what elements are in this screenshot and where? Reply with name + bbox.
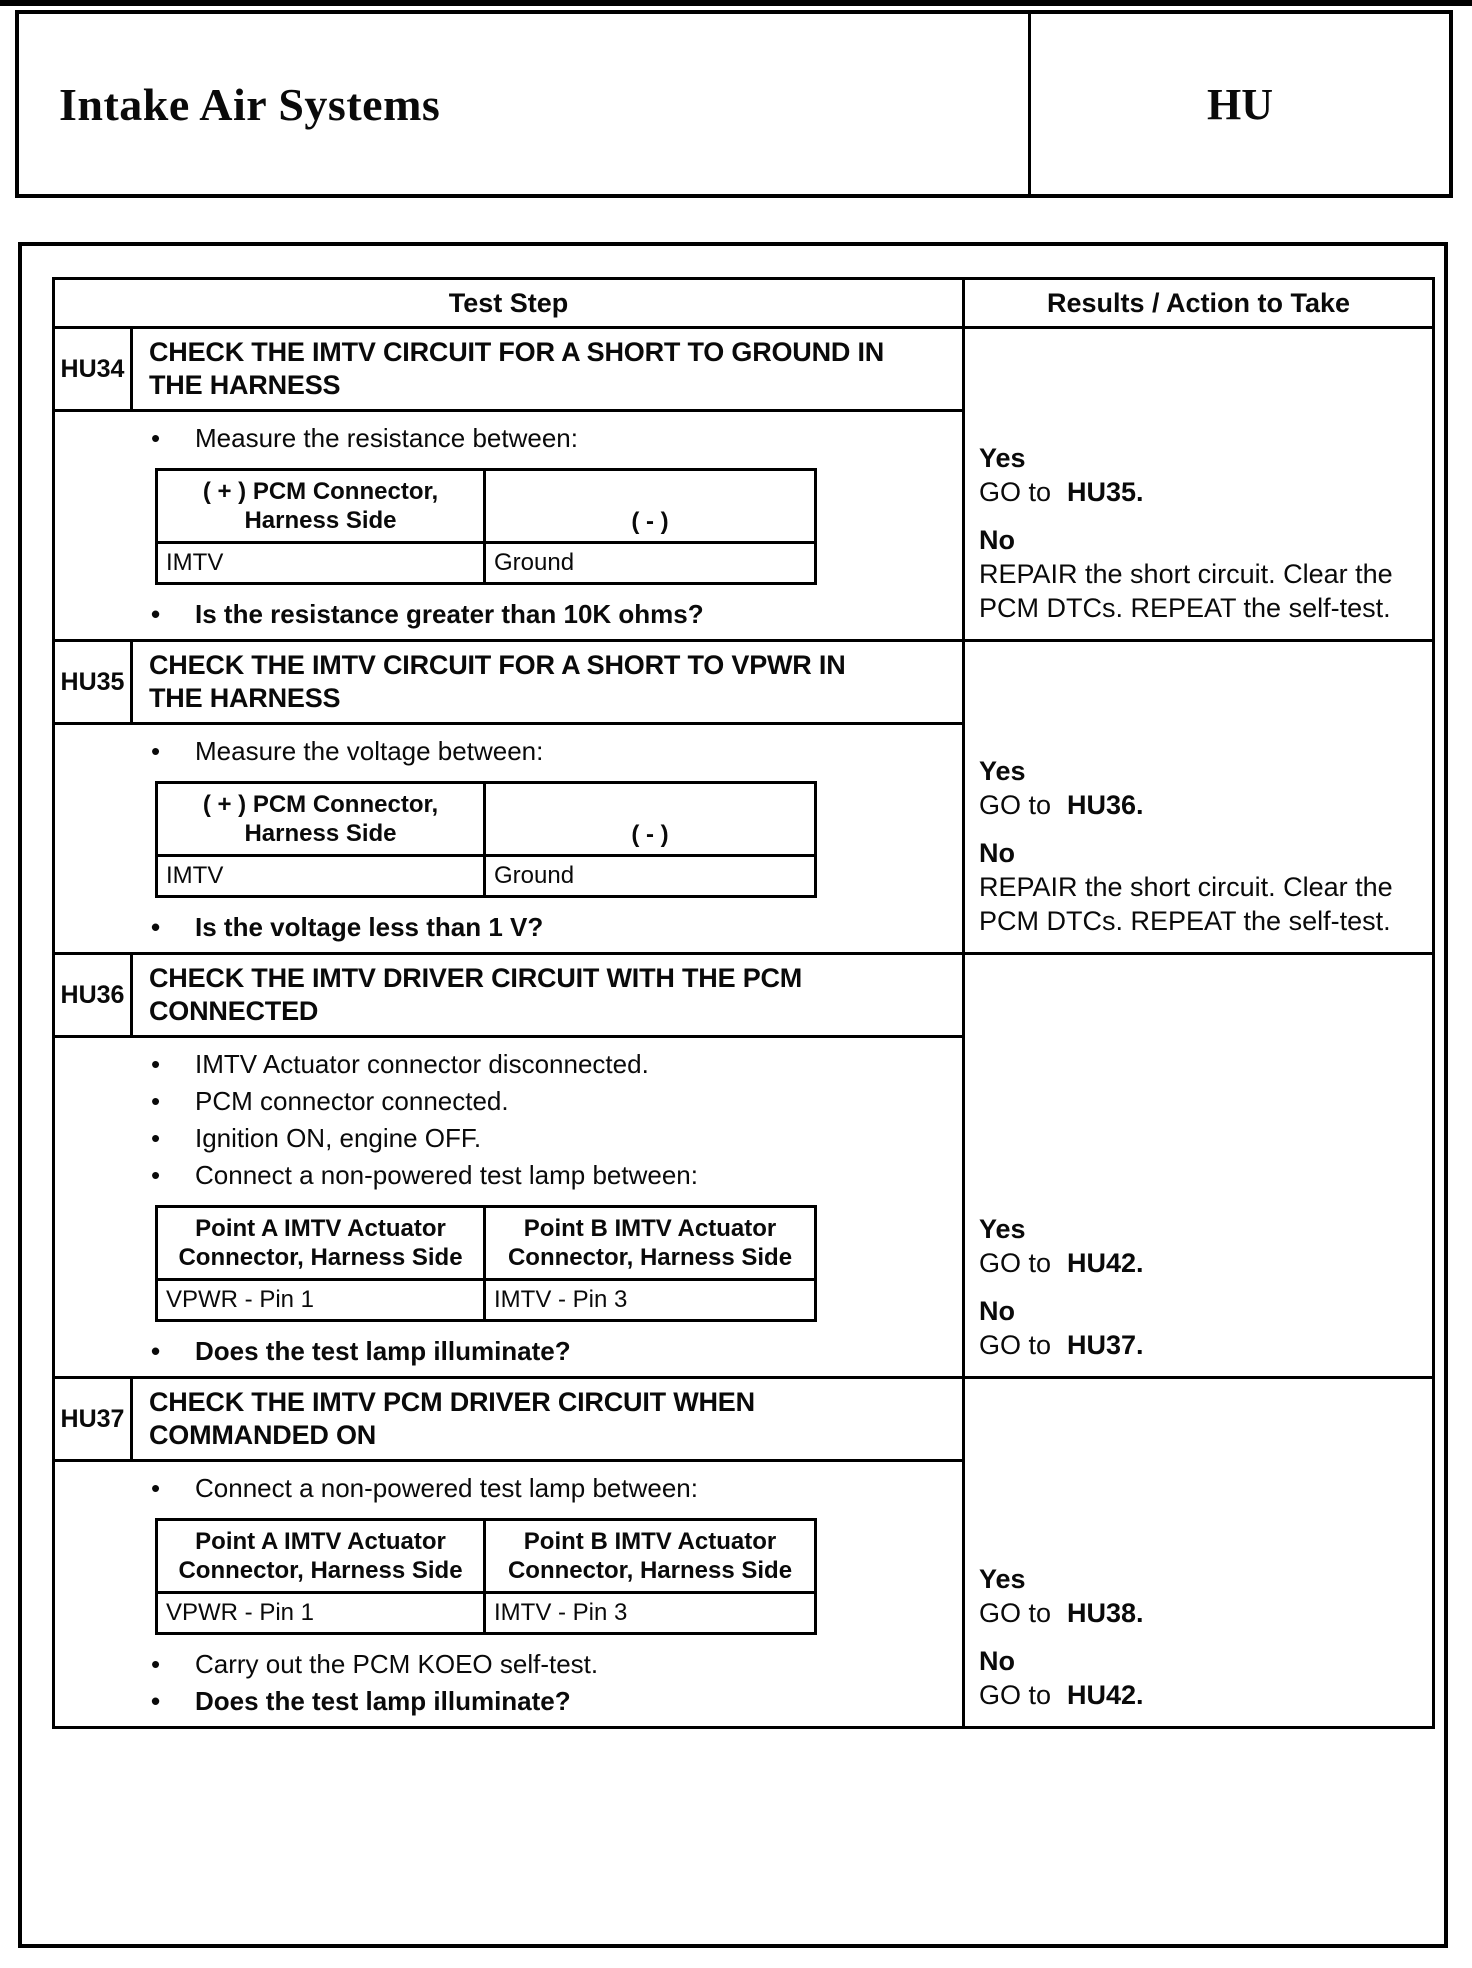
diagnostic-table bbox=[52, 277, 1435, 1729]
connector-cell: IMTV - Pin 3 bbox=[494, 1286, 628, 1313]
table-header-row bbox=[55, 280, 1432, 329]
connector-table bbox=[155, 1518, 817, 1635]
connector-table-row bbox=[158, 544, 814, 582]
step-body bbox=[55, 1462, 962, 1726]
connector-table-header bbox=[158, 471, 814, 544]
step-body bbox=[55, 412, 962, 639]
results-cell bbox=[962, 642, 1432, 952]
bullet-text: Is the voltage less than 1 V? bbox=[195, 912, 544, 942]
bullet-text: Carry out the PCM KOEO self-test. bbox=[195, 1649, 599, 1679]
result-action bbox=[979, 1596, 1420, 1630]
step-title: CHECK THE IMTV CIRCUIT FOR A SHORT TO VPWR IN THE HARNESS bbox=[149, 650, 846, 713]
bullet-text: Measure the voltage between: bbox=[195, 736, 544, 766]
result-action-prefix: GO to bbox=[979, 1248, 1052, 1278]
step-row-hu37 bbox=[55, 1376, 1432, 1726]
result-target: HU37. bbox=[1067, 1330, 1144, 1360]
connector-cell: Ground bbox=[494, 549, 575, 576]
bullet-icon bbox=[151, 733, 195, 770]
result-action-prefix: GO to bbox=[979, 477, 1052, 507]
bullet-item bbox=[55, 1470, 962, 1507]
connector-header-positive: ( + ) PCM Connector, Harness Side bbox=[158, 471, 486, 541]
result-target: HU35. bbox=[1067, 477, 1144, 507]
step-main-hu36 bbox=[55, 955, 962, 1376]
bullet-item bbox=[55, 596, 962, 633]
scan-top-edge bbox=[0, 0, 1472, 6]
column-header-test-step: Test Step bbox=[448, 287, 569, 318]
page-header-left-cell bbox=[19, 14, 1031, 194]
step-row-hu36 bbox=[55, 952, 1432, 1376]
bullet-item bbox=[55, 1046, 962, 1083]
bullet-item bbox=[55, 1333, 962, 1370]
result-action bbox=[979, 1328, 1420, 1362]
bullet-icon bbox=[151, 1157, 195, 1194]
result-label: Yes bbox=[979, 1564, 1026, 1594]
page-header bbox=[15, 10, 1453, 198]
bullet-text: Does the test lamp illuminate? bbox=[195, 1336, 571, 1366]
result-target: HU38. bbox=[1067, 1598, 1144, 1628]
connector-header-negative: ( - ) bbox=[631, 821, 669, 848]
results-cell bbox=[962, 955, 1432, 1376]
bullet-text: Is the resistance greater than 10K ohms? bbox=[195, 599, 704, 629]
bullet-item bbox=[55, 420, 962, 457]
result-label: No bbox=[979, 525, 1015, 555]
connector-cell: VPWR - Pin 1 bbox=[158, 1594, 486, 1632]
page-title: Intake Air Systems bbox=[59, 78, 441, 130]
step-id-badge: HU35 bbox=[55, 642, 133, 722]
step-id-badge: HU34 bbox=[55, 329, 133, 409]
result-label: Yes bbox=[979, 756, 1026, 786]
page-header-right-cell bbox=[1031, 14, 1449, 194]
step-title: CHECK THE IMTV CIRCUIT FOR A SHORT TO GROUND IN THE HARNESS bbox=[149, 337, 885, 400]
content-box bbox=[18, 242, 1448, 1948]
step-main-hu34 bbox=[55, 329, 962, 639]
connector-header-point-a: Point A IMTV Actuator Connector, Harness Side bbox=[158, 1208, 486, 1278]
bullet-icon bbox=[151, 1083, 195, 1120]
connector-header-point-a: Point A IMTV Actuator Connector, Harness Side bbox=[158, 1521, 486, 1591]
result-label: No bbox=[979, 1296, 1015, 1326]
connector-cell: IMTV bbox=[158, 857, 486, 895]
bullet-icon bbox=[151, 1683, 195, 1720]
bullet-text: Does the test lamp illuminate? bbox=[195, 1686, 571, 1716]
bullet-text: Ignition ON, engine OFF. bbox=[195, 1123, 482, 1153]
connector-cell: IMTV - Pin 3 bbox=[494, 1599, 628, 1626]
connector-table-header bbox=[158, 1521, 814, 1594]
step-body bbox=[55, 1038, 962, 1376]
result-action-prefix: GO to bbox=[979, 790, 1052, 820]
bullet-item bbox=[55, 1120, 962, 1157]
step-title-band bbox=[55, 955, 962, 1038]
step-id-badge: HU37 bbox=[55, 1379, 133, 1459]
result-label: No bbox=[979, 838, 1015, 868]
connector-table-row bbox=[158, 1281, 814, 1319]
bullet-text: PCM connector connected. bbox=[195, 1086, 509, 1116]
step-main-hu35 bbox=[55, 642, 962, 952]
step-title-band bbox=[55, 642, 962, 725]
result-action-prefix: GO to bbox=[979, 1598, 1052, 1628]
result-action-prefix: GO to bbox=[979, 1330, 1052, 1360]
step-row-hu35 bbox=[55, 639, 1432, 952]
connector-cell: Ground bbox=[494, 862, 575, 889]
connector-table bbox=[155, 781, 817, 898]
step-title-band bbox=[55, 1379, 962, 1462]
bullet-text: IMTV Actuator connector disconnected. bbox=[195, 1049, 649, 1079]
connector-header-negative: ( - ) bbox=[631, 508, 669, 535]
result-action bbox=[979, 1678, 1420, 1712]
section-code: HU bbox=[1207, 79, 1273, 129]
bullet-icon bbox=[151, 1646, 195, 1683]
connector-table-row bbox=[158, 1594, 814, 1632]
bullet-icon bbox=[151, 1470, 195, 1507]
bullet-icon bbox=[151, 596, 195, 633]
result-action bbox=[979, 788, 1420, 822]
bullet-item bbox=[55, 1083, 962, 1120]
result-action: REPAIR the short circuit. Clear the PCM DTCs. REPEAT the self-test. bbox=[979, 559, 1393, 623]
bullet-item bbox=[55, 1157, 962, 1194]
connector-header-positive: ( + ) PCM Connector, Harness Side bbox=[158, 784, 486, 854]
step-title: CHECK THE IMTV DRIVER CIRCUIT WITH THE PCM CONNECTED bbox=[149, 963, 803, 1026]
step-title: CHECK THE IMTV PCM DRIVER CIRCUIT WHEN COMMANDED ON bbox=[149, 1387, 755, 1450]
connector-table bbox=[155, 1205, 817, 1322]
step-row-hu34 bbox=[55, 329, 1432, 639]
step-id-badge: HU36 bbox=[55, 955, 133, 1035]
connector-table-row bbox=[158, 857, 814, 895]
connector-cell: VPWR - Pin 1 bbox=[158, 1281, 486, 1319]
bullet-text: Connect a non-powered test lamp between: bbox=[195, 1160, 698, 1190]
connector-header-point-b: Point B IMTV Actuator Connector, Harness Side bbox=[507, 1215, 793, 1271]
step-body bbox=[55, 725, 962, 952]
result-label: Yes bbox=[979, 443, 1026, 473]
bullet-icon bbox=[151, 1333, 195, 1370]
connector-table bbox=[155, 468, 817, 585]
result-label: Yes bbox=[979, 1214, 1026, 1244]
bullet-icon bbox=[151, 420, 195, 457]
connector-cell: IMTV bbox=[158, 544, 486, 582]
results-cell bbox=[962, 329, 1432, 639]
connector-table-header bbox=[158, 784, 814, 857]
result-target: HU36. bbox=[1067, 790, 1144, 820]
result-label: No bbox=[979, 1646, 1015, 1676]
bullet-icon bbox=[151, 909, 195, 946]
result-action: REPAIR the short circuit. Clear the PCM DTCs. REPEAT the self-test. bbox=[979, 872, 1393, 936]
column-header-results: Results / Action to Take bbox=[962, 280, 1432, 326]
step-title-band bbox=[55, 329, 962, 412]
result-target: HU42. bbox=[1067, 1680, 1144, 1710]
bullet-icon bbox=[151, 1046, 195, 1083]
connector-table-header bbox=[158, 1208, 814, 1281]
bullet-item bbox=[55, 1646, 962, 1683]
bullet-item bbox=[55, 909, 962, 946]
connector-header-point-b: Point B IMTV Actuator Connector, Harness Side bbox=[507, 1528, 793, 1584]
bullet-icon bbox=[151, 1120, 195, 1157]
result-action bbox=[979, 475, 1420, 509]
bullet-item bbox=[55, 733, 962, 770]
bullet-text: Measure the resistance between: bbox=[195, 423, 578, 453]
result-action-prefix: GO to bbox=[979, 1680, 1052, 1710]
result-action bbox=[979, 1246, 1420, 1280]
step-main-hu37 bbox=[55, 1379, 962, 1726]
result-target: HU42. bbox=[1067, 1248, 1144, 1278]
results-cell bbox=[962, 1379, 1432, 1726]
bullet-item bbox=[55, 1683, 962, 1720]
bullet-text: Connect a non-powered test lamp between: bbox=[195, 1473, 698, 1503]
